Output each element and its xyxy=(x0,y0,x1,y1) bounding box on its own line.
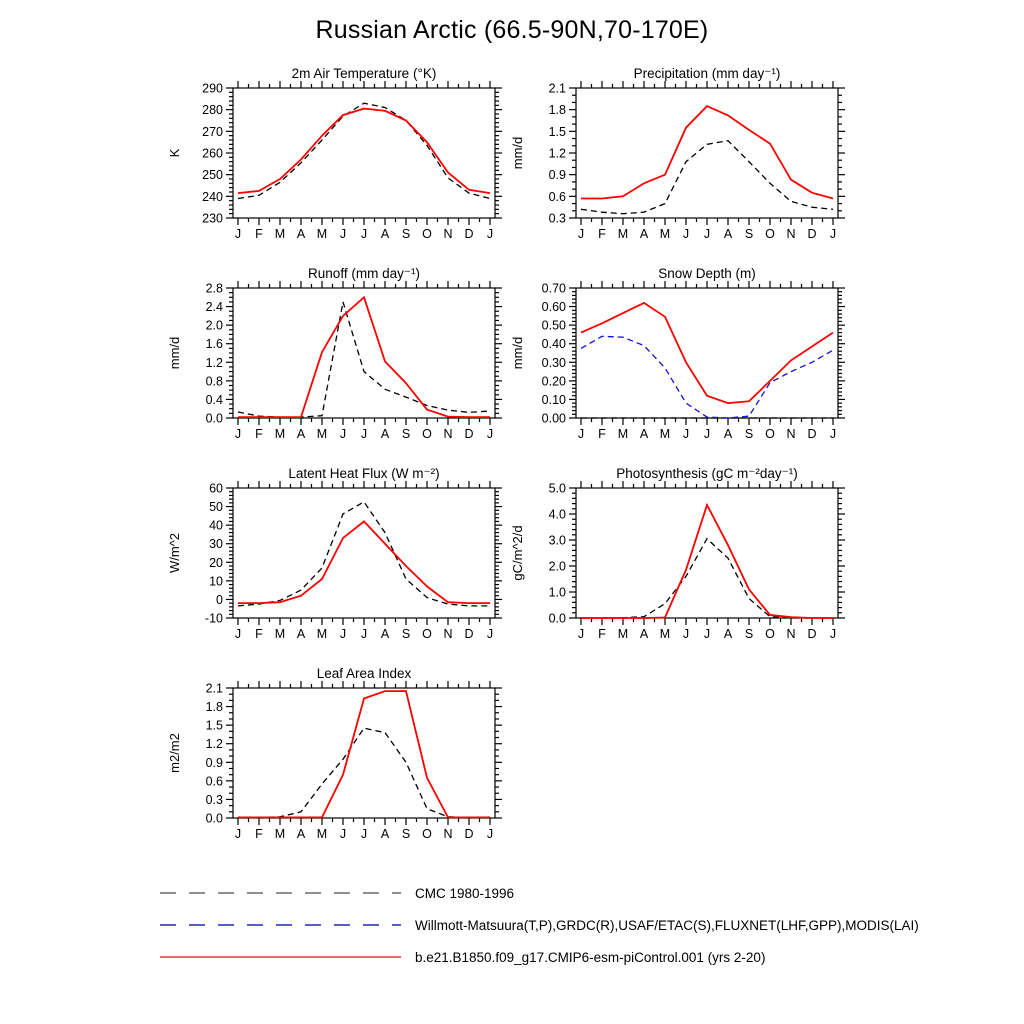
x-tick-label: A xyxy=(723,227,733,241)
x-tick-label: F xyxy=(598,627,606,641)
x-tick-label: D xyxy=(807,627,817,641)
x-tick-label: D xyxy=(464,627,474,641)
legend-label-obs: Willmott-Matsuura(T,P),GRDC(R),USAF/ETAC(S),FLUXNET(LHF,GPP),MODIS(LAI) xyxy=(415,917,919,933)
chart-air-temperature xyxy=(153,64,503,254)
x-tick-label: A xyxy=(296,827,306,841)
x-tick-label: M xyxy=(274,827,286,841)
x-tick-label: S xyxy=(401,227,411,241)
y-tick-label: 0.3 xyxy=(548,211,566,226)
x-tick-label: J xyxy=(339,827,347,841)
x-tick-label: D xyxy=(464,427,474,441)
chart-title: Photosynthesis (gC m⁻²day⁻¹) xyxy=(616,466,798,481)
x-tick-label: M xyxy=(316,227,328,241)
x-tick-label: J xyxy=(577,227,585,241)
series-line-model xyxy=(238,521,490,603)
chart-svg-leaf-area-index xyxy=(153,664,503,854)
x-tick-label: J xyxy=(234,227,242,241)
x-tick-label: M xyxy=(274,427,286,441)
chart-svg-snow-depth xyxy=(496,264,846,454)
y-tick-label: 60 xyxy=(209,481,223,496)
chart-svg-precipitation xyxy=(496,64,846,254)
x-tick-label: O xyxy=(765,627,775,641)
chart-svg-latent-heat-flux xyxy=(153,464,503,654)
x-tick-label: A xyxy=(723,427,733,441)
x-tick-label: J xyxy=(829,227,837,241)
y-tick-label: 20 xyxy=(209,555,223,570)
x-tick-label: O xyxy=(422,227,432,241)
x-tick-label: J xyxy=(234,827,242,841)
y-tick-label: 0.10 xyxy=(541,392,566,407)
y-tick-label: 0.30 xyxy=(541,355,566,370)
y-tick-label: 0.70 xyxy=(541,281,566,296)
x-tick-label: A xyxy=(296,227,306,241)
x-tick-label: J xyxy=(486,227,494,241)
y-tick-label: 1.5 xyxy=(205,718,223,733)
y-tick-label: 0.00 xyxy=(541,411,566,426)
axes xyxy=(542,281,845,441)
axes xyxy=(202,81,502,241)
x-tick-label: J xyxy=(682,227,690,241)
y-tick-label: 1.2 xyxy=(205,355,223,370)
series-line-cmc xyxy=(581,141,833,214)
y-tick-label: 0.0 xyxy=(205,411,223,426)
x-tick-label: S xyxy=(744,227,754,241)
legend-item-cmc xyxy=(158,877,998,909)
x-tick-label: J xyxy=(682,627,690,641)
y-tick-label: 1.6 xyxy=(205,337,223,352)
x-tick-label: M xyxy=(659,627,671,641)
x-tick-label: J xyxy=(360,627,368,641)
y-tick-label: 280 xyxy=(202,103,223,118)
y-tick-label: 1.2 xyxy=(205,737,223,752)
x-tick-label: N xyxy=(443,227,453,241)
x-tick-label: J xyxy=(682,427,690,441)
y-tick-label: 2.1 xyxy=(205,681,223,696)
chart-snow-depth xyxy=(496,264,846,454)
y-tick-label: 230 xyxy=(202,211,223,226)
y-tick-label: 10 xyxy=(209,574,223,589)
x-tick-label: J xyxy=(339,227,347,241)
series-line-model xyxy=(238,691,490,817)
y-tick-label: 5.0 xyxy=(548,481,566,496)
x-tick-label: J xyxy=(829,627,837,641)
chart-title: Latent Heat Flux (W m⁻²) xyxy=(288,466,440,481)
y-tick-label: 270 xyxy=(202,124,223,139)
y-tick-label: 0.4 xyxy=(205,392,223,407)
x-tick-label: O xyxy=(765,227,775,241)
series-line-model xyxy=(581,106,833,198)
chart-title: Leaf Area Index xyxy=(316,666,412,681)
legend-item-model xyxy=(158,941,998,973)
y-tick-label: 2.0 xyxy=(548,559,566,574)
x-tick-label: S xyxy=(401,827,411,841)
chart-svg-air-temperature xyxy=(153,64,503,254)
page-title: Russian Arctic (66.5-90N,70-170E) xyxy=(315,16,709,44)
y-tick-label: 1.5 xyxy=(548,124,566,139)
x-tick-label: J xyxy=(577,427,585,441)
x-tick-label: D xyxy=(807,227,817,241)
x-tick-label: J xyxy=(360,827,368,841)
x-tick-label: O xyxy=(422,827,432,841)
x-tick-label: F xyxy=(255,827,263,841)
x-tick-label: M xyxy=(617,427,629,441)
x-tick-label: N xyxy=(443,427,453,441)
x-tick-label: J xyxy=(703,627,711,641)
series-line-model xyxy=(581,505,833,618)
x-tick-label: F xyxy=(255,627,263,641)
y-tick-label: 0.8 xyxy=(205,374,223,389)
x-tick-label: A xyxy=(380,427,390,441)
x-tick-label: F xyxy=(255,227,263,241)
x-tick-label: J xyxy=(486,427,494,441)
x-tick-label: N xyxy=(786,227,796,241)
x-tick-label: N xyxy=(443,627,453,641)
y-tick-label: 2.8 xyxy=(205,281,223,296)
chart-leaf-area-index xyxy=(153,664,503,854)
chart-runoff xyxy=(153,264,503,454)
x-tick-label: O xyxy=(422,427,432,441)
x-tick-label: J xyxy=(234,427,242,441)
series-line-cmc xyxy=(581,539,833,618)
y-tick-label: 3.0 xyxy=(548,533,566,548)
x-tick-label: J xyxy=(829,427,837,441)
y-tick-label: 0.9 xyxy=(205,755,223,770)
y-tick-label: 260 xyxy=(202,146,223,161)
legend-line-dashed-gray xyxy=(158,887,403,899)
y-tick-label: 1.8 xyxy=(548,103,566,118)
y-tick-label: 0.6 xyxy=(548,189,566,204)
y-tick-label: 0.20 xyxy=(541,374,566,389)
x-tick-label: M xyxy=(659,427,671,441)
y-tick-label: 2.4 xyxy=(205,300,223,315)
x-tick-label: J xyxy=(486,627,494,641)
x-tick-label: A xyxy=(639,227,649,241)
chart-title: Precipitation (mm day⁻¹) xyxy=(633,66,781,81)
y-tick-label: 40 xyxy=(209,518,223,533)
chart-title: 2m Air Temperature (°K) xyxy=(291,66,437,81)
x-tick-label: M xyxy=(659,227,671,241)
x-tick-label: F xyxy=(598,227,606,241)
chart-title: Runoff (mm day⁻¹) xyxy=(308,266,420,281)
series-line-cmc xyxy=(238,103,490,198)
y-tick-label: 290 xyxy=(202,81,223,96)
x-tick-label: F xyxy=(598,427,606,441)
legend xyxy=(158,877,998,973)
y-tick-label: 1.2 xyxy=(548,146,566,161)
x-tick-label: M xyxy=(316,627,328,641)
y-tick-label: 1.0 xyxy=(548,585,566,600)
y-axis-label: mm/d xyxy=(510,136,525,170)
x-tick-label: A xyxy=(296,627,306,641)
x-tick-label: J xyxy=(339,627,347,641)
chart-precipitation xyxy=(496,64,846,254)
y-tick-label: 0.3 xyxy=(205,792,223,807)
x-tick-label: A xyxy=(380,827,390,841)
x-tick-label: M xyxy=(274,227,286,241)
x-tick-label: N xyxy=(786,427,796,441)
x-tick-label: D xyxy=(464,227,474,241)
x-tick-label: J xyxy=(703,427,711,441)
y-tick-label: 2.1 xyxy=(548,81,566,96)
x-tick-label: A xyxy=(380,227,390,241)
axes xyxy=(205,481,502,641)
series-line-cmc xyxy=(238,502,490,606)
y-axis-label: mm/d xyxy=(510,336,525,370)
axes xyxy=(549,81,845,241)
legend-item-obs xyxy=(158,909,998,941)
y-tick-label: 0 xyxy=(216,592,223,607)
x-tick-label: F xyxy=(255,427,263,441)
x-tick-label: M xyxy=(617,627,629,641)
y-axis-label: mm/d xyxy=(167,336,182,370)
x-tick-label: S xyxy=(744,627,754,641)
y-tick-label: 0.0 xyxy=(205,811,223,826)
x-tick-label: D xyxy=(807,427,817,441)
x-tick-label: M xyxy=(274,627,286,641)
y-tick-label: 0.0 xyxy=(548,611,566,626)
x-tick-label: M xyxy=(316,827,328,841)
y-tick-label: 0.60 xyxy=(541,300,566,315)
chart-title: Snow Depth (m) xyxy=(658,266,756,281)
x-tick-label: M xyxy=(617,227,629,241)
x-tick-label: S xyxy=(744,427,754,441)
y-tick-label: -10 xyxy=(204,611,223,626)
x-tick-label: J xyxy=(486,827,494,841)
x-tick-label: J xyxy=(577,627,585,641)
legend-label-cmc: CMC 1980-1996 xyxy=(415,885,515,901)
y-tick-label: 0.50 xyxy=(541,318,566,333)
y-tick-label: 50 xyxy=(209,500,223,515)
y-axis-label: m2/m2 xyxy=(167,733,182,773)
x-tick-label: D xyxy=(464,827,474,841)
x-tick-label: N xyxy=(443,827,453,841)
x-tick-label: S xyxy=(401,427,411,441)
x-tick-label: J xyxy=(360,227,368,241)
y-axis-label: W/m^2 xyxy=(167,532,182,574)
chart-svg-runoff xyxy=(153,264,503,454)
series-line-cmc xyxy=(238,302,490,417)
y-tick-label: 4.0 xyxy=(548,507,566,522)
legend-line-solid-red xyxy=(158,951,403,963)
series-line-model xyxy=(238,297,490,417)
x-tick-label: M xyxy=(316,427,328,441)
y-tick-label: 0.9 xyxy=(548,168,566,183)
legend-label-model: b.e21.B1850.f09_g17.CMIP6-esm-piControl.001 (yrs 2-20) xyxy=(415,949,766,965)
x-tick-label: A xyxy=(380,627,390,641)
y-tick-label: 2.0 xyxy=(205,318,223,333)
y-tick-label: 250 xyxy=(202,168,223,183)
y-tick-label: 0.6 xyxy=(205,774,223,789)
x-tick-label: J xyxy=(703,227,711,241)
x-tick-label: O xyxy=(422,627,432,641)
chart-svg-photosynthesis xyxy=(496,464,846,654)
x-tick-label: A xyxy=(639,427,649,441)
chart-photosynthesis xyxy=(496,464,846,654)
series-line-obs xyxy=(581,336,833,418)
legend-line-dashed-blue xyxy=(158,919,403,931)
x-tick-label: A xyxy=(639,627,649,641)
y-tick-label: 240 xyxy=(202,189,223,204)
x-tick-label: A xyxy=(723,627,733,641)
x-tick-label: S xyxy=(401,627,411,641)
x-tick-label: O xyxy=(765,427,775,441)
series-line-model xyxy=(581,303,833,403)
series-line-cmc xyxy=(238,728,490,817)
y-tick-label: 0.40 xyxy=(541,337,566,352)
y-axis-label: K xyxy=(167,148,182,158)
x-tick-label: N xyxy=(786,627,796,641)
x-tick-label: A xyxy=(296,427,306,441)
x-tick-label: J xyxy=(360,427,368,441)
x-tick-label: J xyxy=(339,427,347,441)
x-tick-label: J xyxy=(234,627,242,641)
y-tick-label: 30 xyxy=(209,537,223,552)
y-tick-label: 1.8 xyxy=(205,700,223,715)
y-axis-label: gC/m^2/d xyxy=(510,525,525,581)
chart-latent-heat-flux xyxy=(153,464,503,654)
